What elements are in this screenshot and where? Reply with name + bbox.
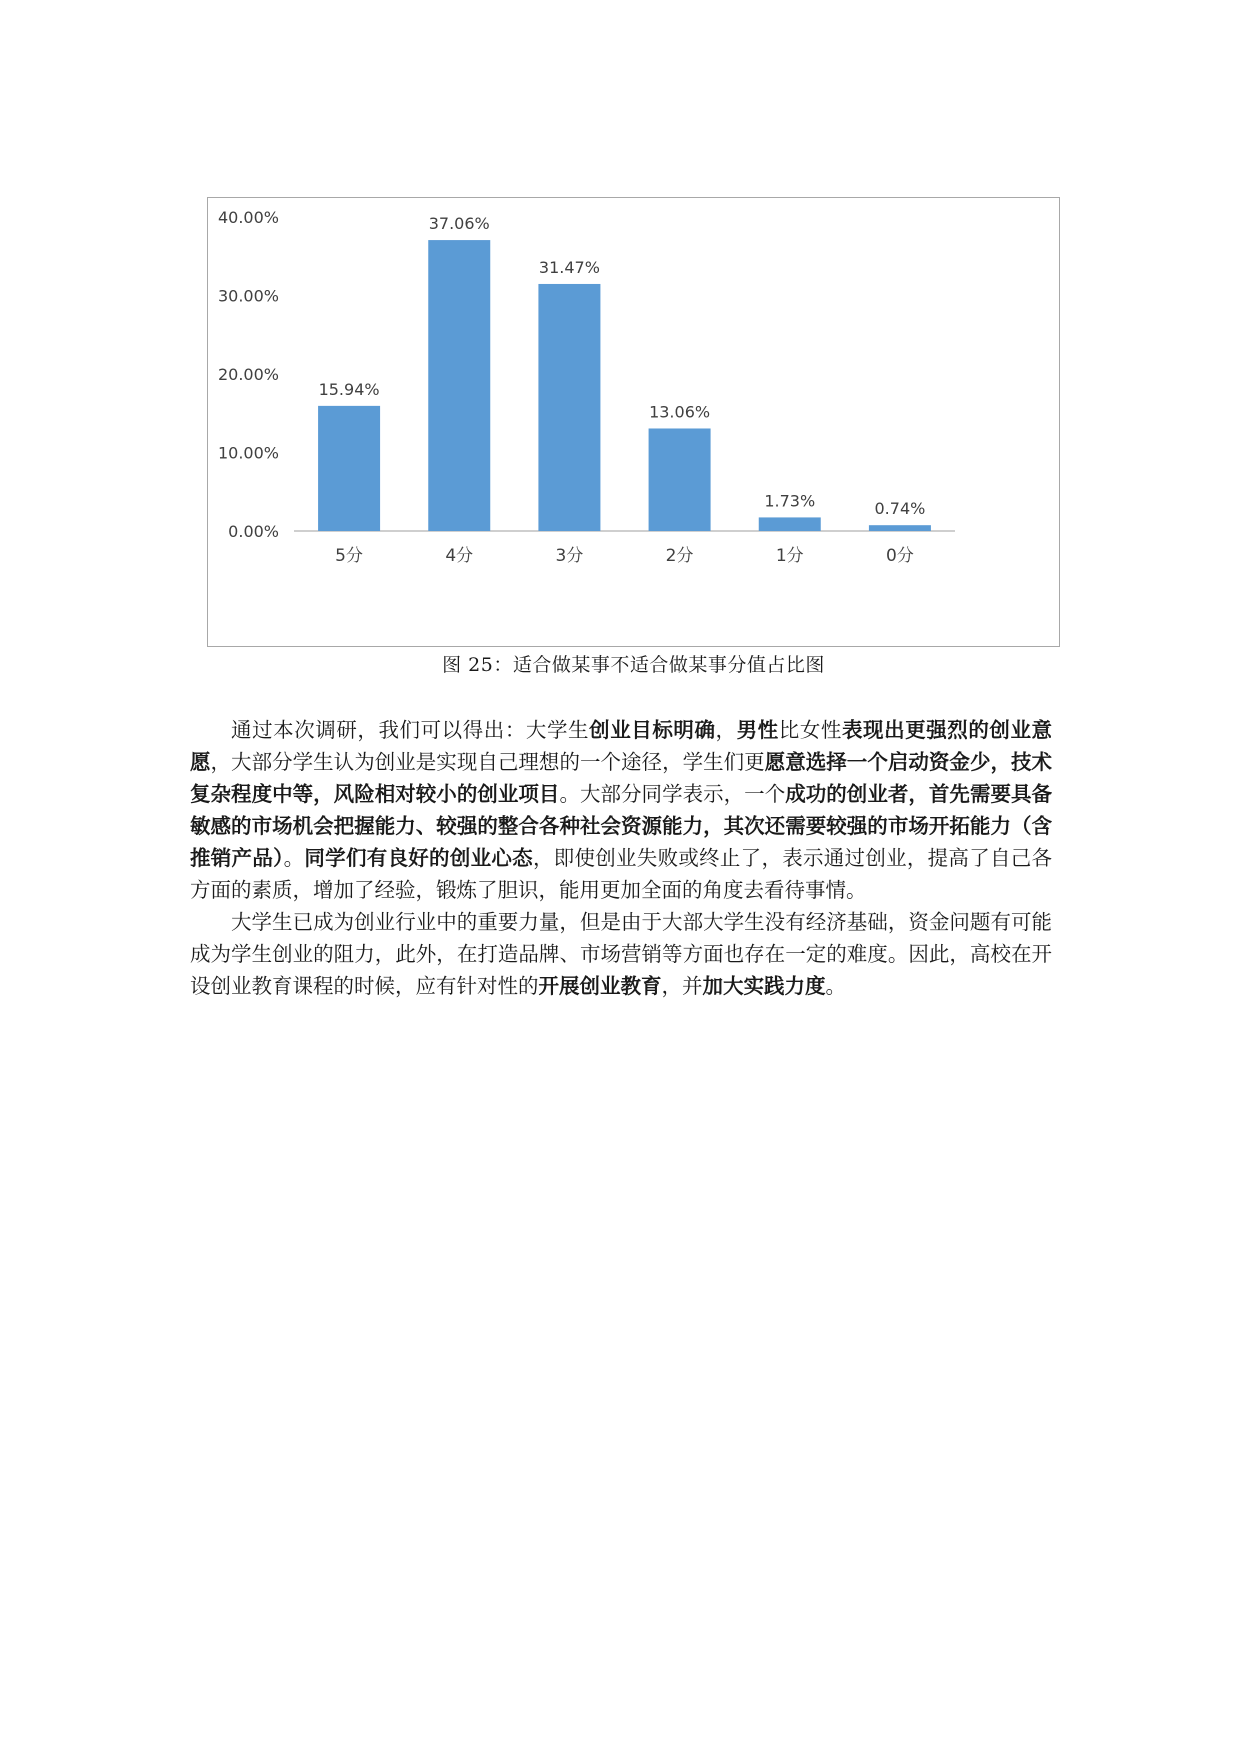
data-label: 31.47% — [538, 257, 600, 277]
text-run: 。大部分同学表示，一个 — [559, 782, 786, 806]
y-tick-label: 40.00% — [217, 208, 279, 227]
bold-text-run: 同学们有良好的创业心态 — [304, 846, 533, 870]
y-tick-label: 0.00% — [228, 522, 279, 541]
x-tick-label: 3分 — [555, 546, 584, 566]
x-tick-label: 1分 — [775, 546, 804, 566]
text-run: ，即使创业失败或终止了，表示通过创业，提高了自己各方面的素质，增加了经验，锻炼了胆识，能用更加全面的角度去看待事情。 — [190, 846, 1053, 902]
text-run: 比女性 — [778, 718, 842, 742]
data-label: 15.94% — [318, 379, 380, 399]
paragraph — [190, 714, 1052, 906]
x-tick-label: 0分 — [886, 546, 914, 566]
text-run: ， — [715, 718, 737, 742]
text-run: 。 — [825, 974, 846, 998]
bar — [869, 525, 931, 531]
chart-canvas — [208, 198, 1061, 648]
bar — [759, 517, 821, 531]
bold-text-run: 男性 — [736, 718, 779, 742]
figure-caption: 图 25：适合做某事不适合做某事分值占比图 — [442, 654, 825, 676]
bold-text-run: 创业目标明确 — [589, 718, 716, 742]
data-label: 13.06% — [649, 402, 711, 422]
text-run: 通过本次调研，我们可以得出：大学生 — [231, 718, 590, 742]
bar — [318, 406, 380, 531]
y-tick-label: 20.00% — [217, 365, 279, 384]
paragraph — [190, 906, 1052, 1002]
bar — [649, 428, 711, 531]
text-run: ，大部分学生认为创业是实现自己理想的一个途径，学生们更 — [210, 750, 765, 774]
x-tick-label: 2分 — [665, 546, 694, 566]
bold-text-run: 开展创业教育 — [538, 974, 662, 998]
bar — [538, 284, 600, 531]
x-tick-label: 4分 — [445, 546, 474, 566]
data-label: 1.73% — [764, 491, 816, 511]
text-run: 大学生已成为创业行业中的重要力量，但是由于大部大学生没有经济基础，资金问题有可能成为学生创业的阻力，此外，在打造品牌、市场营销等方面也存在一定的难度。因此，高校在开设创业教育课程的时候，应有针对性的 — [190, 910, 1052, 998]
data-label: 37.06% — [428, 214, 490, 234]
text-run: ，并 — [661, 974, 703, 998]
x-tick-label: 5分 — [335, 546, 363, 566]
y-tick-label: 10.00% — [217, 443, 279, 463]
bold-text-run: 加大实践力度 — [702, 974, 826, 998]
bar — [428, 240, 490, 531]
body-text — [190, 714, 1052, 1002]
bold-text-run: 愿意选择一个启动资金少，技术复杂程度中等，风险相对较小的创业项目 — [190, 750, 1053, 806]
text-run: 。 — [283, 846, 305, 870]
y-tick-label: 30.00% — [217, 286, 279, 306]
bold-text-run: 成功的创业者，首先需要具备敏感的市场机会把握能力、较强的整合各种社会资源能力，其次还需要较强的市场开拓能力（含推销产品） — [190, 782, 1053, 870]
bar-chart — [207, 197, 1060, 647]
bold-text-run: 表现出更强烈的创业意愿 — [190, 718, 1053, 774]
data-label: 0.74% — [874, 499, 926, 519]
